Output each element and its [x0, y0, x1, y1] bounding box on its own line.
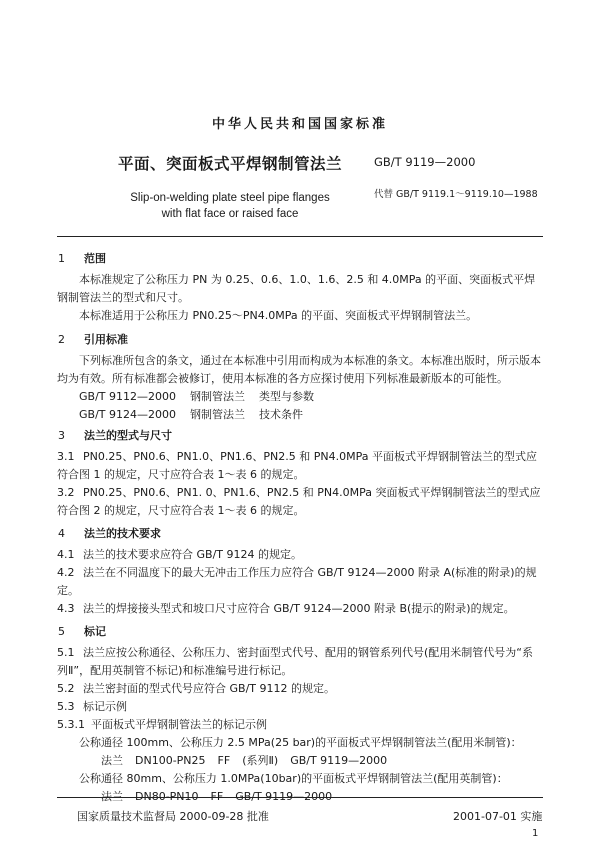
page-number: 1	[532, 828, 539, 839]
marking-part: 法兰	[101, 790, 123, 803]
clause-number: 4.2	[57, 566, 75, 579]
clause-5-3-1	[57, 716, 543, 734]
clause-text: 法兰密封面的型式代号应符合 GB/T 9112 的规定。	[83, 682, 335, 695]
clause-text: 平面板式平焊钢制管法兰的标记示例	[91, 718, 267, 731]
section-1-paragraph-1: 本标准规定了公称压力 PN 为 0.25、0.6、1.0、1.6、2.5 和 4.0MPa 的平面、突面板式平焊钢制管法兰的型式和尺寸。	[57, 273, 536, 304]
document-body	[57, 247, 543, 806]
section-number: 5	[58, 625, 65, 638]
clause-number: 3.2	[57, 486, 75, 499]
reference-name: 钢制管法兰	[189, 390, 245, 403]
clause-text: 法兰的焊接接头型式和坡口尺寸应符合 GB/T 9124—2000 附录 B(提示的附录)的规定。	[83, 602, 515, 615]
clause-number: 5.1	[57, 646, 75, 659]
clause-5-1	[57, 644, 543, 680]
example-1-description: 公称通径 100mm、公称压力 2.5 MPa(25 bar)的平面板式平焊钢制管法兰(配用米制管)：	[79, 736, 522, 749]
clause-5-2	[57, 680, 543, 698]
reference-desc: 类型与参数	[258, 390, 314, 403]
clause-text: 标记示例	[83, 700, 127, 713]
clause-text: PN0.25、PN0.6、PN1.0、PN1.6、PN2.5 和 PN4.0MPa 平面板式平焊钢制管法兰的型式应符合图 1 的规定，尺寸应符合表 1～表 6 的规定。	[57, 450, 537, 481]
section-title: 范围	[84, 252, 106, 265]
marking-part: FF	[217, 754, 231, 767]
example-1-marking	[57, 752, 543, 770]
clause-4-3	[57, 600, 543, 618]
clause-number: 5.3.1	[57, 718, 85, 731]
section-number: 3	[58, 429, 65, 442]
section-2-paragraph: 下列标准所包含的条文，通过在本标准中引用而构成为本标准的条文。本标准出版时，所示版本均为有效。所有标准都会被修订，使用本标准的各方应探讨使用下列标准最新版本的可能性。	[57, 354, 541, 385]
marking-part: DN100-PN25	[135, 754, 206, 767]
standard-number: GB/T 9119—2000	[374, 155, 476, 169]
clause-5-3	[57, 698, 543, 716]
implementation-date: 2001-07-01 实施	[453, 810, 543, 823]
clause-number: 5.3	[57, 700, 75, 713]
clause-3-2	[57, 484, 543, 520]
reference-name: 钢制管法兰	[189, 408, 245, 421]
section-number: 2	[58, 333, 65, 346]
clause-number: 3.1	[57, 450, 75, 463]
section-4-heading	[57, 525, 543, 543]
clause-text: PN0.25、PN0.6、PN1. 0、PN1.6、PN2.5 和 PN4.0MPa 突面板式平焊钢制管法兰的型式应符合图 2 的规定，尺寸应符合表 1～表 6 的规定。	[57, 486, 541, 517]
clause-number: 4.1	[57, 548, 75, 561]
section-number: 1	[58, 252, 65, 265]
section-3-heading	[57, 427, 543, 445]
clause-text: 法兰应按公称通径、公称压力、密封面型式代号、配用的钢管系列代号(配用米制管代号为“系列Ⅱ”，配用英制管不标记)和标准编号进行标记。	[57, 646, 533, 677]
reference-code: GB/T 9124—2000	[79, 408, 176, 421]
marking-part: 法兰	[101, 754, 123, 767]
clause-text: 法兰的技术要求应符合 GB/T 9124 的规定。	[83, 548, 302, 561]
replaces-standard: 代替 GB/T 9119.1～9119.10—1988	[374, 189, 538, 200]
section-title: 法兰的技术要求	[84, 527, 161, 540]
clause-number: 4.3	[57, 602, 75, 615]
reference-item	[57, 388, 543, 406]
marking-part: FF	[210, 790, 224, 803]
section-title: 引用标准	[84, 333, 128, 346]
clause-4-1	[57, 546, 543, 564]
approval-date: 国家质量技术监督局 2000-09-28 批准	[77, 810, 269, 823]
clause-number: 5.2	[57, 682, 75, 695]
marking-part: DN80-PN10	[135, 790, 199, 803]
header-divider	[57, 236, 543, 237]
clause-4-2	[57, 564, 543, 600]
section-number: 4	[58, 527, 65, 540]
reference-item	[57, 406, 543, 424]
clause-3-1	[57, 448, 543, 484]
clause-text: 法兰在不同温度下的最大无冲击工作压力应符合 GB/T 9124—2000 附录 A(标准的附录)的规定。	[57, 566, 537, 597]
reference-desc: 技术条件	[258, 408, 303, 421]
section-title: 法兰的型式与尺寸	[84, 429, 172, 442]
section-title: 标记	[84, 625, 106, 638]
document-title-cn: 平面、突面板式平焊钢制管法兰	[118, 155, 343, 173]
title-en-line-1: Slip-on-welding plate steel pipe flanges	[130, 192, 330, 204]
marking-part: (系列Ⅱ)	[242, 754, 279, 767]
marking-part: GB/T 9119—2000	[235, 790, 333, 803]
section-1-paragraph-2: 本标准适用于公称压力 PN0.25～PN4.0MPa 的平面、突面板式平焊钢制管法兰。	[79, 309, 478, 322]
footer-divider	[57, 797, 543, 798]
reference-code: GB/T 9112—2000	[79, 390, 176, 403]
section-2-heading	[57, 331, 543, 349]
example-2-description: 公称通径 80mm、公称压力 1.0MPa(10bar)的平面板式平焊钢制管法兰(配用英制管)：	[79, 772, 508, 785]
document-title-en	[120, 190, 340, 222]
marking-part: GB/T 9119—2000	[290, 754, 388, 767]
section-5-heading	[57, 623, 543, 641]
section-1-heading	[57, 250, 543, 268]
title-en-line-2: with flat face or raised face	[161, 208, 299, 220]
national-standard-heading: 中华人民共和国国家标准	[211, 117, 388, 132]
